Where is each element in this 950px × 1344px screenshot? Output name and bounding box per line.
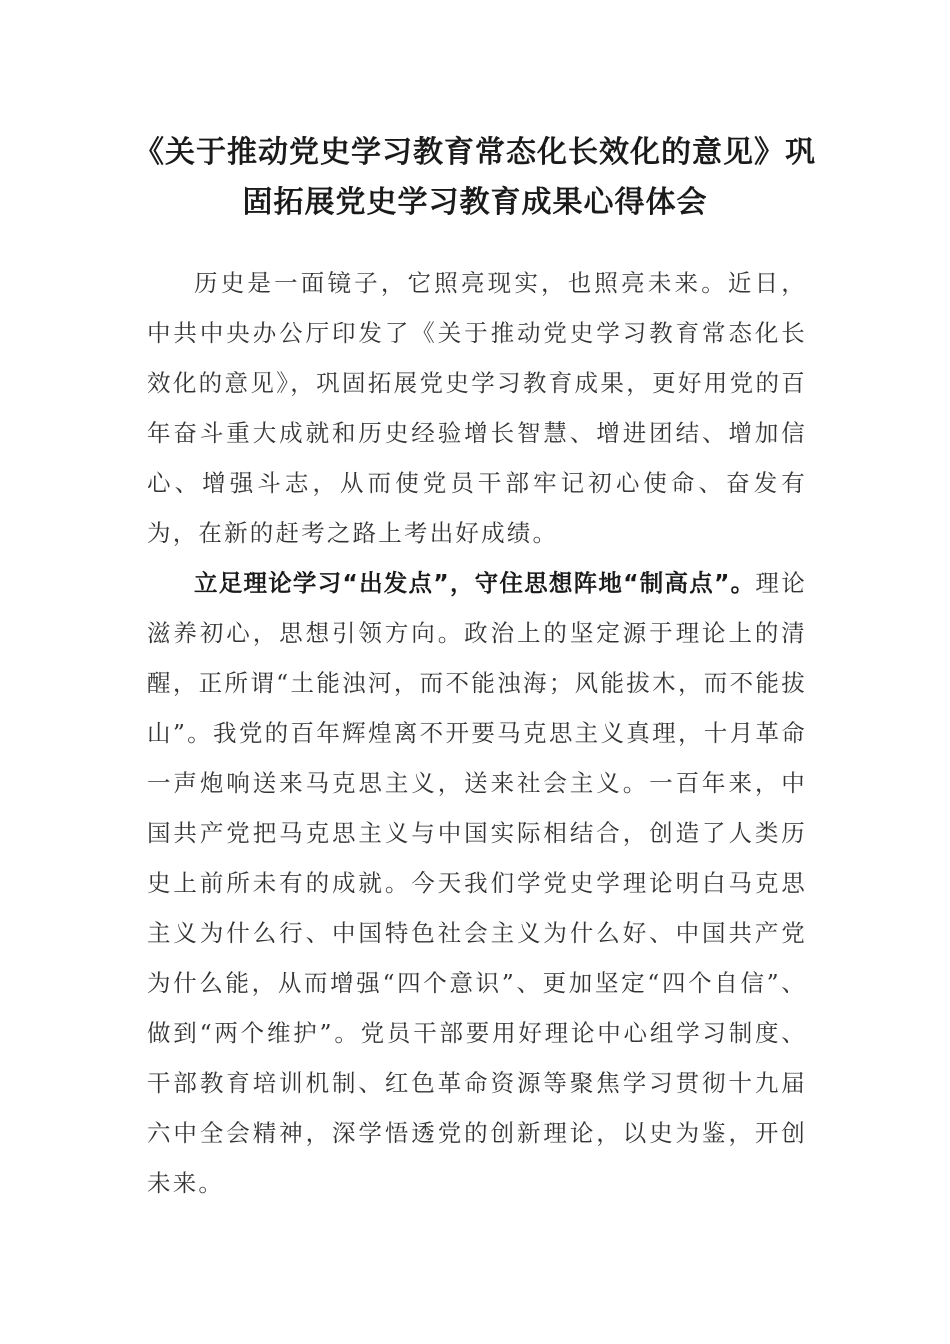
paragraph-theory-body: 理论滋养初心，思想引领方向。政治上的坚定源于理论上的清醒，正所谓“土能浊河，而不能浊海；风能拔木，而不能拔山”。我党的百年辉煌离不开要马克思主义真理，十月革命一声炮响送来马克思主义，送来社会主义。一百年来，中国共产党把马克思主义与中国实际相结合，创造了人类历史上前所未有的成就。今天我们学党史学理论明白马克思主义为什么行、中国特色社会主义为什么好、中国共产党为什么能，从而增强“四个意识”、更加坚定“四个自信”、做到“两个维护”。党员干部要用好理论中心组学习制度、干部教育培训机制、红色革命资源等聚焦学习贯彻十九届六中全会精神，深学悟透党的创新理论，以史为鉴，开创未来。 bbox=[147, 569, 807, 1197]
paragraph-lead-heading: 立足理论学习“出发点”，守住思想阵地“制高点”。 bbox=[194, 569, 756, 597]
paragraph-intro: 历史是一面镜子，它照亮现实，也照亮未来。近日，中共中央办公厅印发了《关于推动党史学习教育常态化长效化的意见》，巩固拓展党史学习教育成果，更好用党的百年奋斗重大成就和历史经验增长智慧、增进团结、增加信心、增强斗志，从而使党员干部牢记初心使命、奋发有为，在新的赶考之路上考出好成绩。 bbox=[147, 269, 807, 547]
paragraph-theory bbox=[147, 558, 807, 1208]
document-body bbox=[147, 258, 807, 1208]
document-title: 《关于推动党史学习教育常态化长效化的意见》巩固拓展党史学习教育成果心得体会 bbox=[134, 135, 816, 220]
